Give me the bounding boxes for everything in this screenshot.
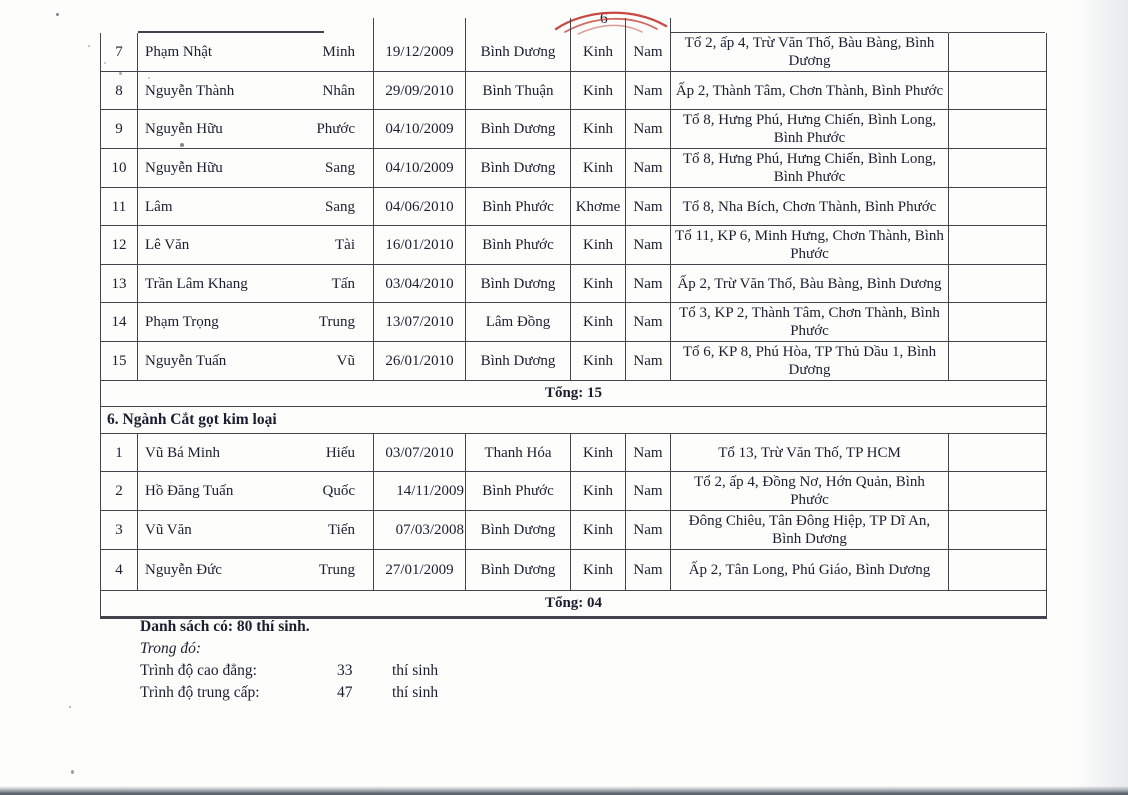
cell-ethnicity: Kinh (571, 303, 626, 341)
cell-address: Tổ 11, KP 6, Minh Hưng, Chơn Thành, Bình Phước (671, 226, 949, 264)
given-name: Hiếu (325, 444, 355, 461)
cell-blank (949, 188, 1046, 225)
cell-name (138, 265, 374, 302)
section-heading: 6. Ngành Cắt gọt kim loại (101, 407, 1046, 434)
table-row (101, 188, 1046, 226)
cell-address: Đông Chiêu, Tân Đông Hiệp, TP Dĩ An, Bình Dương (671, 511, 949, 549)
cell-dob: 03/04/2010 (374, 265, 466, 302)
table-row (101, 550, 1046, 591)
summary-title: Danh sách có: 80 thí sinh. (140, 618, 310, 635)
family-name: Phạm Nhật (145, 44, 213, 60)
cell-address: Tổ 6, KP 8, Phú Hòa, TP Thủ Dầu 1, Bình Dương (671, 342, 949, 380)
scan-cut-top-right (1045, 17, 1049, 33)
cell-number: 2 (101, 472, 138, 510)
cell-birthplace: Bình Dương (466, 265, 571, 302)
family-name: Nguyễn Tuấn (145, 353, 227, 369)
cell-name (138, 550, 374, 590)
cell-birthplace: Bình Dương (466, 511, 571, 549)
family-name: Hồ Đăng Tuấn (145, 483, 234, 499)
cell-name (138, 226, 374, 264)
given-name: Nhân (322, 82, 355, 99)
cell-name (138, 33, 374, 71)
scan-speck (69, 706, 71, 708)
cell-address: Ấp 2, Tân Long, Phú Giáo, Bình Dương (671, 550, 949, 590)
family-name: Vũ Bá Minh (145, 444, 220, 461)
given-name: Trung (318, 562, 355, 578)
cell-name (138, 303, 374, 341)
given-name: Sang (325, 198, 355, 215)
table-row (101, 303, 1046, 342)
given-name: Vũ (336, 353, 355, 369)
cell-gender: Nam (626, 226, 671, 264)
cell-address: Tổ 2, ấp 4, Trừ Văn Thố, Bàu Bàng, Bình Dương (671, 33, 949, 71)
table-row (101, 149, 1046, 188)
cell-birthplace: Bình Dương (466, 149, 571, 187)
cell-number: 7 (101, 33, 138, 71)
given-name: Quốc (322, 483, 355, 499)
cell-address: Ấp 2, Thành Tâm, Chơn Thành, Bình Phước (671, 72, 949, 109)
family-name: Nguyễn Thành (145, 82, 235, 99)
cell-gender: Nam (626, 472, 671, 510)
cell-name (138, 342, 374, 380)
candidate-table (100, 18, 1047, 619)
cell-blank (949, 434, 1046, 471)
cell-name (138, 472, 374, 510)
cell-name (138, 149, 374, 187)
cell-name (138, 511, 374, 549)
cell-gender: Nam (626, 265, 671, 302)
cell-number: 12 (101, 226, 138, 264)
table-row (101, 342, 1046, 381)
cell-blank (949, 472, 1046, 510)
cell-birthplace: Bình Thuận (466, 72, 571, 109)
table-row (101, 434, 1046, 472)
cell-dob: 03/07/2010 (374, 434, 466, 471)
cell-dob: 13/07/2010 (374, 303, 466, 341)
given-name: Sang (325, 160, 355, 176)
cell-ethnicity: Kinh (571, 110, 626, 148)
cell-gender: Nam (626, 72, 671, 109)
cell-birthplace: Bình Dương (466, 342, 571, 380)
scan-edge-shading (1076, 0, 1128, 795)
summary-value: 33 (337, 662, 353, 679)
cell-ethnicity: Kinh (571, 149, 626, 187)
cell-birthplace: Bình Phước (466, 226, 571, 264)
cell-blank (949, 110, 1046, 148)
cell-birthplace: Bình Dương (466, 110, 571, 148)
family-name: Nguyễn Hữu (145, 160, 223, 176)
section-total: Tổng: 04 (101, 591, 1046, 617)
cell-number: 8 (101, 72, 138, 109)
cell-dob: 14/11/2009 (374, 472, 466, 510)
summary-subtitle: Trong đó: (140, 640, 202, 657)
cell-dob: 16/01/2010 (374, 226, 466, 264)
cell-dob: 04/10/2009 (374, 149, 466, 187)
cell-number: 4 (101, 550, 138, 590)
cell-blank (949, 265, 1046, 302)
cell-ethnicity: Kinh (571, 550, 626, 590)
summary-block (140, 616, 438, 704)
cell-name (138, 434, 374, 471)
cell-dob: 29/09/2010 (374, 72, 466, 109)
table-row (101, 110, 1046, 149)
cell-blank (949, 226, 1046, 264)
cell-number: 1 (101, 434, 138, 471)
given-name: Minh (322, 44, 355, 60)
family-name: Nguyễn Đức (145, 562, 222, 578)
cell-blank (949, 149, 1046, 187)
cell-blank (949, 303, 1046, 341)
cell-gender: Nam (626, 303, 671, 341)
cell-dob: 07/03/2008 (374, 511, 466, 549)
cell-ethnicity: Kinh (571, 472, 626, 510)
cell-ethnicity: Khơme (571, 188, 626, 225)
cell-gender: Nam (626, 149, 671, 187)
cell-blank (949, 33, 1046, 71)
given-name: Phước (316, 121, 355, 137)
scan-speck (88, 45, 90, 47)
scan-speck (56, 13, 59, 16)
cell-ethnicity: Kinh (571, 511, 626, 549)
summary-label: Trình độ trung cấp: (140, 684, 260, 701)
cell-dob: 19/12/2009 (374, 33, 466, 71)
summary-line-intermediate (140, 682, 438, 704)
cell-number: 11 (101, 188, 138, 225)
family-name: Lê Văn (145, 237, 190, 253)
cell-ethnicity: Kinh (571, 342, 626, 380)
family-name: Trần Lâm Khang (145, 275, 248, 292)
cell-gender: Nam (626, 342, 671, 380)
cell-address: Tổ 13, Trừ Văn Thố, TP HCM (671, 434, 949, 471)
cell-ethnicity: Kinh (571, 265, 626, 302)
table-row (101, 472, 1046, 511)
cell-address: Tổ 8, Hưng Phú, Hưng Chiến, Bình Long, Bình Phước (671, 110, 949, 148)
cell-address: Ấp 2, Trừ Văn Thố, Bàu Bàng, Bình Dương (671, 265, 949, 302)
summary-line-college (140, 660, 438, 682)
cell-address: Tổ 8, Nha Bích, Chơn Thành, Bình Phước (671, 188, 949, 225)
family-name: Vũ Văn (145, 522, 192, 538)
cell-gender: Nam (626, 434, 671, 471)
cell-number: 15 (101, 342, 138, 380)
family-name: Lâm (145, 198, 173, 215)
cell-dob: 04/06/2010 (374, 188, 466, 225)
given-name: Tiến (328, 522, 355, 538)
cell-birthplace: Thanh Hóa (466, 434, 571, 471)
cell-gender: Nam (626, 110, 671, 148)
page-number: 6 (600, 10, 608, 27)
cutoff-row-stub (101, 18, 1046, 33)
cell-address: Tổ 2, ấp 4, Đồng Nơ, Hớn Quản, Bình Phước (671, 472, 949, 510)
cell-number: 13 (101, 265, 138, 302)
cell-address: Tổ 8, Hưng Phú, Hưng Chiến, Bình Long, Bình Phước (671, 149, 949, 187)
section-rows (101, 434, 1046, 591)
summary-label: Trình độ cao đẳng: (140, 662, 257, 679)
cell-birthplace: Lâm Đồng (466, 303, 571, 341)
given-name: Trung (318, 314, 355, 330)
cell-blank (949, 511, 1046, 549)
cell-ethnicity: Kinh (571, 33, 626, 71)
cell-ethnicity: Kinh (571, 72, 626, 109)
table-row (101, 33, 1046, 72)
cell-birthplace: Bình Dương (466, 33, 571, 71)
cell-ethnicity: Kinh (571, 434, 626, 471)
scan-speck (71, 770, 74, 774)
cell-gender: Nam (626, 188, 671, 225)
given-name: Tấn (331, 275, 355, 292)
cell-blank (949, 550, 1046, 590)
cell-gender: Nam (626, 550, 671, 590)
cell-dob: 27/01/2009 (374, 550, 466, 590)
cell-name (138, 110, 374, 148)
cell-birthplace: Bình Phước (466, 472, 571, 510)
table-row (101, 265, 1046, 303)
section-rows (101, 33, 1046, 381)
cell-number: 9 (101, 110, 138, 148)
summary-unit: thí sinh (392, 662, 439, 679)
cell-birthplace: Bình Phước (466, 188, 571, 225)
cell-address: Tổ 3, KP 2, Thành Tâm, Chơn Thành, Bình Phước (671, 303, 949, 341)
table-row (101, 72, 1046, 110)
cell-gender: Nam (626, 33, 671, 71)
summary-value: 47 (337, 684, 353, 701)
cell-ethnicity: Kinh (571, 226, 626, 264)
given-name: Tài (335, 237, 355, 253)
table-row (101, 511, 1046, 550)
cell-number: 10 (101, 149, 138, 187)
cell-blank (949, 72, 1046, 109)
section-total: Tổng: 15 (101, 381, 1046, 407)
scan-cut-top-left (98, 17, 102, 33)
cell-blank (949, 342, 1046, 380)
family-name: Nguyễn Hữu (145, 121, 223, 137)
table-row (101, 226, 1046, 265)
cell-number: 3 (101, 511, 138, 549)
cell-number: 14 (101, 303, 138, 341)
cell-dob: 04/10/2009 (374, 110, 466, 148)
cell-birthplace: Bình Dương (466, 550, 571, 590)
cell-name (138, 72, 374, 109)
cell-gender: Nam (626, 511, 671, 549)
summary-unit: thí sinh (392, 684, 439, 701)
cell-dob: 26/01/2010 (374, 342, 466, 380)
cell-name (138, 188, 374, 225)
scanner-bottom-edge (0, 786, 1128, 795)
family-name: Phạm Trọng (145, 314, 219, 330)
